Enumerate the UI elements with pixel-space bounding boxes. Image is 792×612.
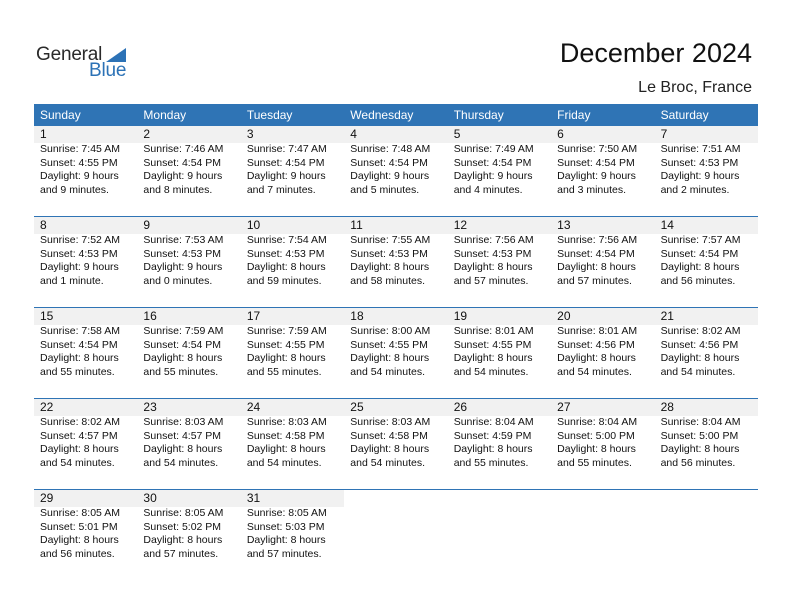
daylight-minutes-text: and 54 minutes. — [350, 365, 425, 378]
daylight-minutes-text: and 4 minutes. — [453, 183, 523, 196]
daylight-hours-text: Daylight: 8 hours — [40, 534, 119, 546]
empty-day-cell — [551, 490, 654, 580]
day-number-bar — [137, 490, 240, 507]
daylight-minutes-text: and 7 minutes. — [246, 183, 316, 196]
sunset-text: Sunset: 4:55 PM — [246, 338, 325, 351]
sunrise-text: Sunrise: 7:49 AM — [453, 143, 534, 155]
sunrise-text: Sunrise: 7:56 AM — [453, 234, 534, 246]
sunrise-text: Sunrise: 7:46 AM — [143, 143, 224, 155]
day-number-bar — [448, 308, 551, 325]
day-number: 3 — [246, 127, 254, 141]
daylight-hours-text: Daylight: 9 hours — [557, 170, 636, 182]
sunrise-text: Sunrise: 7:51 AM — [660, 143, 741, 155]
weekday-tuesday: Tuesday — [246, 108, 293, 122]
sunset-text: Sunset: 4:53 PM — [453, 247, 532, 260]
day-cell — [551, 308, 654, 398]
day-number: 7 — [660, 127, 668, 141]
daylight-hours-text: Daylight: 8 hours — [453, 443, 533, 455]
day-number-bar — [448, 126, 551, 143]
daylight-minutes-text: and 3 minutes. — [557, 183, 627, 196]
sunset-text: Sunset: 4:58 PM — [246, 429, 325, 442]
day-number-bar — [241, 490, 344, 507]
daylight-minutes-text: and 5 minutes. — [350, 183, 420, 196]
sunrise-text: Sunrise: 8:04 AM — [557, 416, 638, 428]
sunrise-text: Sunrise: 7:58 AM — [40, 325, 120, 337]
day-number: 30 — [143, 491, 157, 505]
sunset-text: Sunset: 4:56 PM — [660, 338, 739, 351]
daylight-minutes-text: and 2 minutes. — [660, 183, 730, 196]
daylight-hours-text: Daylight: 9 hours — [143, 261, 223, 273]
sunrise-text: Sunrise: 7:54 AM — [246, 234, 327, 246]
daylight-minutes-text: and 54 minutes. — [143, 456, 219, 469]
day-number-bar — [551, 308, 654, 325]
week-row — [34, 307, 758, 398]
daylight-minutes-text: and 54 minutes. — [557, 365, 632, 378]
day-number-bar — [551, 399, 654, 416]
daylight-minutes-text: and 57 minutes. — [453, 274, 529, 287]
empty-day-cell — [655, 490, 758, 580]
daylight-hours-text: Daylight: 8 hours — [246, 352, 326, 364]
daylight-hours-text: Daylight: 8 hours — [246, 443, 326, 455]
sunrise-text: Sunrise: 8:04 AM — [453, 416, 534, 428]
day-number: 5 — [453, 127, 461, 141]
daylight-minutes-text: and 57 minutes. — [246, 547, 322, 560]
sunset-text: Sunset: 4:55 PM — [453, 338, 532, 351]
daylight-minutes-text: and 54 minutes. — [246, 456, 322, 469]
logo-text-general: General — [36, 44, 103, 65]
sunrise-text: Sunrise: 7:56 AM — [557, 234, 638, 246]
day-number: 13 — [557, 218, 571, 232]
daylight-minutes-text: and 54 minutes. — [40, 456, 115, 469]
daylight-minutes-text: and 57 minutes. — [143, 547, 219, 560]
day-number-bar — [137, 399, 240, 416]
day-cell — [448, 217, 551, 307]
sunset-text: Sunset: 4:53 PM — [246, 247, 325, 260]
weekday-thursday: Thursday — [453, 108, 504, 122]
daylight-hours-text: Daylight: 8 hours — [246, 534, 326, 546]
daylight-minutes-text: and 58 minutes. — [350, 274, 425, 287]
location-subtitle: Le Broc, France — [638, 79, 752, 96]
daylight-hours-text: Daylight: 9 hours — [350, 170, 430, 182]
sunset-text: Sunset: 4:59 PM — [453, 429, 532, 442]
day-cell — [137, 217, 240, 307]
daylight-hours-text: Daylight: 8 hours — [350, 443, 430, 455]
day-cell — [344, 399, 447, 489]
day-cell — [34, 308, 137, 398]
sunrise-text: Sunrise: 7:59 AM — [246, 325, 327, 337]
day-cell — [551, 217, 654, 307]
day-number: 4 — [350, 127, 357, 141]
day-number: 8 — [40, 218, 47, 232]
sunrise-text: Sunrise: 8:04 AM — [660, 416, 741, 428]
day-number-bar — [137, 308, 240, 325]
day-number: 31 — [246, 491, 261, 505]
sunrise-text: Sunrise: 8:01 AM — [453, 325, 534, 337]
sunset-text: Sunset: 4:55 PM — [40, 156, 118, 169]
day-cell — [137, 490, 240, 580]
day-cell — [241, 490, 344, 580]
sunrise-text: Sunrise: 8:02 AM — [40, 416, 120, 428]
day-number-bar — [137, 217, 240, 234]
daylight-hours-text: Daylight: 8 hours — [660, 261, 740, 273]
sunrise-text: Sunrise: 7:53 AM — [143, 234, 224, 246]
day-number-bar — [241, 399, 344, 416]
day-number: 19 — [453, 309, 468, 323]
daylight-hours-text: Daylight: 8 hours — [350, 352, 430, 364]
day-cell — [34, 217, 137, 307]
daylight-minutes-text: and 55 minutes. — [40, 365, 115, 378]
daylight-minutes-text: and 54 minutes. — [660, 365, 736, 378]
day-cell — [241, 217, 344, 307]
sunset-text: Sunset: 4:54 PM — [350, 156, 428, 169]
sunset-text: Sunset: 4:53 PM — [350, 247, 428, 260]
sunrise-text: Sunrise: 7:47 AM — [246, 143, 327, 155]
daylight-hours-text: Daylight: 8 hours — [40, 443, 119, 455]
day-number-bar — [137, 126, 240, 143]
empty-day-cell — [448, 490, 551, 580]
day-number-bar — [655, 308, 758, 325]
day-number: 28 — [660, 400, 674, 414]
day-number-bar — [655, 126, 758, 143]
weekday-wednesday: Wednesday — [350, 108, 414, 122]
daylight-minutes-text: and 55 minutes. — [557, 456, 632, 469]
daylight-hours-text: Daylight: 8 hours — [557, 261, 636, 273]
day-cell — [551, 399, 654, 489]
day-number-bar — [448, 399, 551, 416]
day-cell — [241, 308, 344, 398]
day-number: 20 — [557, 309, 571, 323]
daylight-minutes-text: and 0 minutes. — [143, 274, 213, 287]
day-number-bar — [344, 126, 447, 143]
day-number: 26 — [453, 400, 468, 414]
day-cell — [137, 399, 240, 489]
daylight-minutes-text: and 56 minutes. — [40, 547, 115, 560]
day-cell — [344, 126, 447, 216]
day-cell — [448, 308, 551, 398]
day-cell — [34, 490, 137, 580]
day-number-bar — [344, 308, 447, 325]
daylight-hours-text: Daylight: 8 hours — [246, 261, 326, 273]
daylight-hours-text: Daylight: 9 hours — [660, 170, 740, 182]
day-number: 10 — [246, 218, 261, 232]
weekday-friday: Friday — [557, 108, 591, 122]
sunset-text: Sunset: 4:54 PM — [143, 156, 222, 169]
day-number-bar — [241, 308, 344, 325]
day-number: 23 — [143, 400, 157, 414]
day-number: 18 — [350, 309, 364, 323]
daylight-hours-text: Daylight: 8 hours — [660, 443, 740, 455]
sunset-text: Sunset: 4:56 PM — [557, 338, 635, 351]
day-number: 1 — [40, 127, 47, 141]
daylight-hours-text: Daylight: 9 hours — [246, 170, 326, 182]
day-cell — [241, 126, 344, 216]
logo — [36, 44, 136, 84]
sunrise-text: Sunrise: 8:03 AM — [350, 416, 431, 428]
daylight-minutes-text: and 9 minutes. — [40, 183, 109, 196]
sunrise-text: Sunrise: 7:57 AM — [660, 234, 741, 246]
day-number: 9 — [143, 218, 151, 232]
sunset-text: Sunset: 5:03 PM — [246, 520, 325, 533]
day-cell — [655, 399, 758, 489]
weekday-monday: Monday — [143, 108, 187, 122]
day-number-bar — [448, 217, 551, 234]
day-cell — [448, 399, 551, 489]
day-number: 14 — [660, 218, 674, 232]
sunset-text: Sunset: 4:54 PM — [557, 156, 635, 169]
day-number: 27 — [557, 400, 571, 414]
daylight-hours-text: Daylight: 8 hours — [143, 443, 223, 455]
daylight-minutes-text: and 55 minutes. — [453, 456, 529, 469]
daylight-minutes-text: and 56 minutes. — [660, 274, 736, 287]
weekday-header — [34, 104, 758, 126]
day-number: 2 — [143, 127, 151, 141]
day-cell — [344, 308, 447, 398]
day-number: 12 — [453, 218, 468, 232]
day-number: 15 — [40, 309, 54, 323]
daylight-hours-text: Daylight: 8 hours — [453, 261, 533, 273]
day-number: 25 — [350, 400, 364, 414]
daylight-hours-text: Daylight: 8 hours — [350, 261, 430, 273]
day-cell — [137, 126, 240, 216]
sunrise-text: Sunrise: 8:03 AM — [143, 416, 224, 428]
sunrise-text: Sunrise: 8:00 AM — [350, 325, 431, 337]
sunrise-text: Sunrise: 7:52 AM — [40, 234, 120, 246]
day-number-bar — [34, 399, 137, 416]
day-number-bar — [241, 126, 344, 143]
sunrise-text: Sunrise: 7:50 AM — [557, 143, 638, 155]
day-cell — [551, 126, 654, 216]
sunset-text: Sunset: 4:53 PM — [40, 247, 118, 260]
sunset-text: Sunset: 4:53 PM — [143, 247, 222, 260]
week-row — [34, 126, 758, 216]
daylight-hours-text: Daylight: 9 hours — [40, 170, 119, 182]
daylight-hours-text: Daylight: 8 hours — [557, 443, 636, 455]
day-cell — [655, 126, 758, 216]
sunset-text: Sunset: 5:02 PM — [143, 520, 222, 533]
week-row — [34, 398, 758, 489]
day-number-bar — [551, 126, 654, 143]
weekday-sunday: Sunday — [40, 108, 81, 122]
day-number: 24 — [246, 400, 261, 414]
daylight-hours-text: Daylight: 8 hours — [453, 352, 533, 364]
day-number: 22 — [40, 400, 54, 414]
sunset-text: Sunset: 4:54 PM — [246, 156, 325, 169]
daylight-minutes-text: and 54 minutes. — [453, 365, 529, 378]
empty-day-cell — [344, 490, 447, 580]
daylight-minutes-text: and 55 minutes. — [246, 365, 322, 378]
sunset-text: Sunset: 4:54 PM — [143, 338, 222, 351]
daylight-hours-text: Daylight: 8 hours — [143, 534, 223, 546]
day-number-bar — [655, 399, 758, 416]
day-cell — [241, 399, 344, 489]
week-row — [34, 216, 758, 307]
calendar-grid — [34, 104, 758, 580]
day-cell — [34, 126, 137, 216]
weekday-saturday: Saturday — [660, 108, 709, 122]
sunrise-text: Sunrise: 7:55 AM — [350, 234, 431, 246]
daylight-minutes-text: and 8 minutes. — [143, 183, 213, 196]
page-title: December 2024 — [559, 38, 752, 68]
day-number-bar — [655, 217, 758, 234]
day-number-bar — [344, 399, 447, 416]
day-cell — [448, 126, 551, 216]
day-cell — [655, 308, 758, 398]
calendar-weeks — [34, 126, 758, 580]
sunset-text: Sunset: 5:00 PM — [660, 429, 739, 442]
sunrise-text: Sunrise: 8:03 AM — [246, 416, 327, 428]
sunrise-text: Sunrise: 7:45 AM — [40, 143, 120, 155]
daylight-minutes-text: and 54 minutes. — [350, 456, 425, 469]
daylight-minutes-text: and 55 minutes. — [143, 365, 219, 378]
sunset-text: Sunset: 5:01 PM — [40, 520, 118, 533]
sunset-text: Sunset: 4:58 PM — [350, 429, 428, 442]
sunrise-text: Sunrise: 8:05 AM — [143, 507, 224, 519]
sunset-text: Sunset: 4:54 PM — [40, 338, 118, 351]
sunrise-text: Sunrise: 8:05 AM — [40, 507, 120, 519]
daylight-hours-text: Daylight: 8 hours — [660, 352, 740, 364]
day-number: 6 — [557, 127, 564, 141]
sunset-text: Sunset: 4:57 PM — [143, 429, 222, 442]
daylight-hours-text: Daylight: 9 hours — [143, 170, 223, 182]
daylight-minutes-text: and 57 minutes. — [557, 274, 632, 287]
sunset-text: Sunset: 4:54 PM — [557, 247, 635, 260]
day-cell — [344, 217, 447, 307]
week-row — [34, 489, 758, 580]
daylight-minutes-text: and 1 minute. — [40, 274, 104, 287]
day-number: 17 — [246, 309, 261, 323]
sunrise-text: Sunrise: 7:59 AM — [143, 325, 224, 337]
day-number: 29 — [40, 491, 54, 505]
sunset-text: Sunset: 4:53 PM — [660, 156, 739, 169]
daylight-hours-text: Daylight: 8 hours — [143, 352, 223, 364]
day-number-bar — [551, 217, 654, 234]
day-number-bar — [34, 490, 137, 507]
daylight-hours-text: Daylight: 8 hours — [40, 352, 119, 364]
sunrise-text: Sunrise: 8:01 AM — [557, 325, 638, 337]
day-number: 11 — [350, 218, 363, 232]
day-number-bar — [241, 217, 344, 234]
day-cell — [34, 399, 137, 489]
sunrise-text: Sunrise: 7:48 AM — [350, 143, 431, 155]
daylight-hours-text: Daylight: 8 hours — [557, 352, 636, 364]
logo-text-blue: Blue — [89, 60, 127, 81]
sunset-text: Sunset: 4:54 PM — [660, 247, 739, 260]
sunset-text: Sunset: 4:57 PM — [40, 429, 118, 442]
sunrise-text: Sunrise: 8:02 AM — [660, 325, 741, 337]
sunset-text: Sunset: 4:54 PM — [453, 156, 532, 169]
daylight-minutes-text: and 56 minutes. — [660, 456, 736, 469]
day-number: 21 — [660, 309, 674, 323]
daylight-hours-text: Daylight: 9 hours — [40, 261, 119, 273]
day-number-bar — [344, 217, 447, 234]
day-number-bar — [34, 217, 137, 234]
day-cell — [655, 217, 758, 307]
daylight-hours-text: Daylight: 9 hours — [453, 170, 533, 182]
sunset-text: Sunset: 4:55 PM — [350, 338, 428, 351]
sunset-text: Sunset: 5:00 PM — [557, 429, 635, 442]
day-cell — [137, 308, 240, 398]
sunrise-text: Sunrise: 8:05 AM — [246, 507, 327, 519]
day-number-bar — [34, 308, 137, 325]
daylight-minutes-text: and 59 minutes. — [246, 274, 322, 287]
day-number-bar — [34, 126, 137, 143]
day-number: 16 — [143, 309, 157, 323]
